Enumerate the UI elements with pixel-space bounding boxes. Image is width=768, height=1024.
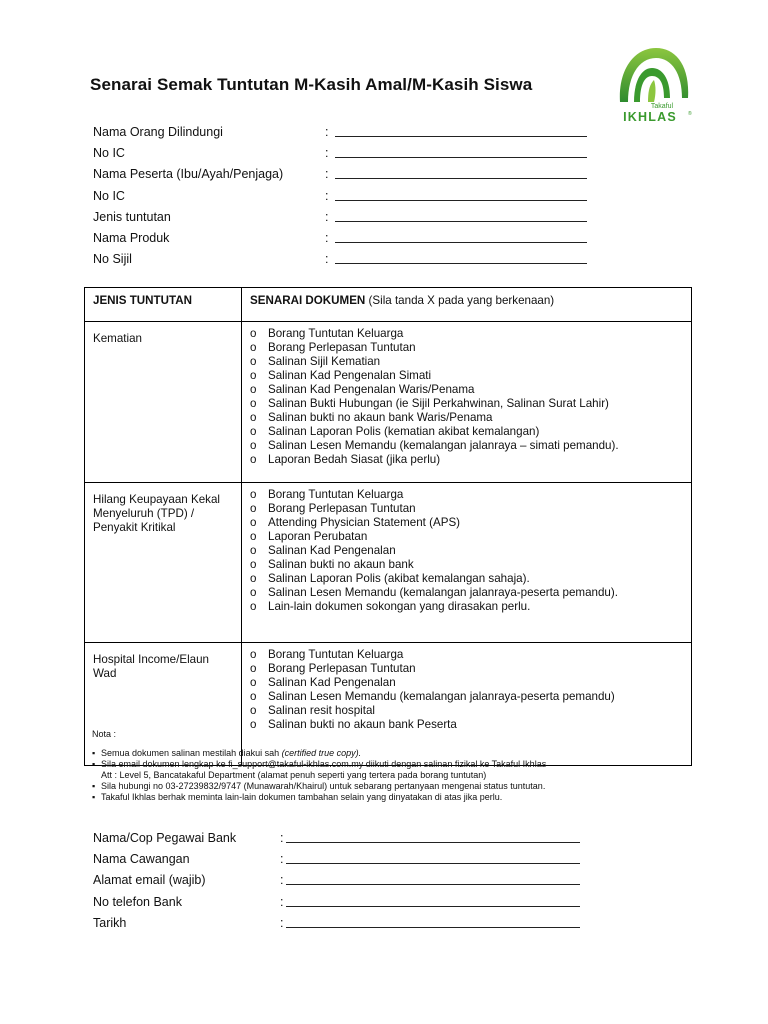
field-input-line[interactable] xyxy=(335,136,587,137)
logo-small-text: Takaful xyxy=(650,103,674,110)
note-bullet: ▪ xyxy=(92,781,96,791)
documents-cell xyxy=(242,322,692,483)
checkbox-circle: o xyxy=(250,453,257,466)
field-row xyxy=(93,872,613,893)
checkbox-circle: o xyxy=(250,397,257,410)
field-row xyxy=(93,230,613,251)
checkbox-circle: o xyxy=(250,439,257,452)
checkbox-circle: o xyxy=(250,530,257,543)
checkbox-circle: o xyxy=(250,690,257,703)
field-input-line[interactable] xyxy=(335,157,587,158)
checklist-item[interactable]: o Borang Tuntutan Keluarga xyxy=(250,488,404,501)
checklist-item[interactable]: o Salinan Bukti Hubungan (ie Sijil Perkahwinan, Salinan Surat Lahir) xyxy=(250,397,609,410)
checklist-item[interactable]: o Borang Tuntutan Keluarga xyxy=(250,648,404,661)
column-header-claim-type: JENIS TUNTUTAN xyxy=(85,288,242,322)
field-label: Tarikh xyxy=(93,915,127,930)
checklist-item[interactable]: o Laporan Bedah Siasat (jika perlu) xyxy=(250,453,441,466)
field-colon: : xyxy=(325,167,329,182)
field-label: Jenis tuntutan xyxy=(93,209,171,224)
claim-type-cell: Hospital Income/Elaun Wad xyxy=(85,643,242,766)
checkbox-circle: o xyxy=(250,676,257,689)
field-input-line[interactable] xyxy=(286,863,580,864)
notes-section xyxy=(92,729,662,803)
note-item: ▪ Sila hubungi no 03-27239832/9747 (Munawarah/Khairul) untuk sebarang pertanyaan mengenai status tuntutan. xyxy=(92,781,546,791)
field-colon: : xyxy=(325,209,329,224)
participant-fields xyxy=(93,124,613,272)
checkbox-circle: o xyxy=(250,488,257,501)
field-label: No telefon Bank xyxy=(93,894,182,909)
field-label: No IC xyxy=(93,146,125,161)
field-input-line[interactable] xyxy=(335,221,587,222)
field-colon: : xyxy=(325,188,329,203)
field-label: Nama/Cop Pegawai Bank xyxy=(93,831,237,845)
field-colon: : xyxy=(280,915,284,930)
logo-registered-mark: ® xyxy=(688,111,692,117)
field-input-line[interactable] xyxy=(286,927,580,928)
checklist-item[interactable]: o Borang Tuntutan Keluarga xyxy=(250,327,404,340)
column-header-documents: SENARAI DOKUMEN (Sila tanda X pada yang berkenaan) xyxy=(242,288,692,322)
checklist-item[interactable]: o Salinan bukti no akaun bank xyxy=(250,558,414,571)
checkbox-circle: o xyxy=(250,341,257,354)
field-label: No IC xyxy=(93,188,125,203)
checklist-item[interactable]: o Salinan Lesen Memandu (kemalangan jalanraya-peserta pemandu) xyxy=(250,690,615,703)
field-row xyxy=(93,851,613,872)
checkbox-circle: o xyxy=(250,327,257,340)
logo-leaf xyxy=(648,80,656,102)
checklist-item[interactable]: o Attending Physician Statement (APS) xyxy=(250,516,461,529)
note-bullet: ▪ xyxy=(92,792,96,802)
field-row xyxy=(93,188,613,209)
checkbox-circle: o xyxy=(250,383,257,396)
checklist-item[interactable]: o Borang Perlepasan Tuntutan xyxy=(250,502,416,515)
field-row xyxy=(93,894,613,915)
checklist-item[interactable]: o Salinan Kad Pengenalan Waris/Penama xyxy=(250,383,475,396)
checklist-item[interactable]: o Borang Perlepasan Tuntutan xyxy=(250,662,416,675)
note-item: ▪ Takaful Ikhlas berhak meminta lain-lain dokumen tambahan selain yang dinyatakan di atas jika perlu. xyxy=(92,792,503,802)
field-row xyxy=(93,166,613,187)
field-label: Nama Produk xyxy=(93,230,170,245)
checkbox-circle: o xyxy=(250,662,257,675)
field-colon: : xyxy=(325,230,329,245)
field-input-line[interactable] xyxy=(335,263,587,264)
checkbox-circle: o xyxy=(250,544,257,557)
field-colon: : xyxy=(325,146,329,161)
field-row xyxy=(93,145,613,166)
field-input-line[interactable] xyxy=(335,200,587,201)
checklist-item[interactable]: o Salinan Lesen Memandu (kemalangan jalanraya – simati pemandu). xyxy=(250,439,619,452)
field-colon: : xyxy=(280,873,284,888)
field-row xyxy=(93,915,613,936)
checklist-item[interactable]: o Salinan Kad Pengenalan xyxy=(250,676,396,689)
checklist-item[interactable]: o Salinan resit hospital xyxy=(250,704,375,717)
field-colon: : xyxy=(280,894,284,909)
checklist-item[interactable]: o Salinan bukti no akaun bank Peserta xyxy=(250,718,457,731)
document-checklist-table xyxy=(84,287,692,766)
checkbox-circle: o xyxy=(250,704,257,717)
checkbox-circle: o xyxy=(250,648,257,661)
checkbox-circle: o xyxy=(250,558,257,571)
checklist-item[interactable]: o Laporan Perubatan xyxy=(250,530,368,543)
documents-cell xyxy=(242,483,692,643)
bank-officer-fields xyxy=(93,830,613,936)
field-label: Nama Orang Dilindungi xyxy=(93,125,223,139)
note-bullet: ▪ xyxy=(92,759,96,769)
field-input-line[interactable] xyxy=(286,906,580,907)
logo-brand-text: IKHLAS xyxy=(623,110,677,124)
field-input-line[interactable] xyxy=(335,178,587,179)
checkbox-circle: o xyxy=(250,502,257,515)
checklist-item[interactable]: o Salinan bukti no akaun bank Waris/Penama xyxy=(250,411,493,424)
field-label: Alamat email (wajib) xyxy=(93,873,206,888)
field-label: Nama Peserta (Ibu/Ayah/Penjaga) xyxy=(93,167,284,182)
field-colon: : xyxy=(325,125,329,139)
note-item: ▪ Semua dokumen salinan mestilah diakui sah (certified true copy). xyxy=(92,748,362,758)
note-bullet: ▪ xyxy=(92,748,96,758)
checklist-item[interactable]: o Lain-lain dokumen sokongan yang dirasakan perlu. xyxy=(250,600,531,613)
table-row xyxy=(85,483,692,643)
checkbox-circle: o xyxy=(250,369,257,382)
checklist-item[interactable]: o Salinan Kad Pengenalan xyxy=(250,544,396,557)
checkbox-circle: o xyxy=(250,516,257,529)
checkbox-circle: o xyxy=(250,718,257,731)
checklist-item[interactable]: o Salinan Laporan Polis (akibat kemalangan sahaja). xyxy=(250,572,530,585)
checkbox-circle: o xyxy=(250,411,257,424)
page-title: Senarai Semak Tuntutan M-Kasih Amal/M-Kasih Siswa xyxy=(90,75,533,94)
field-label: Nama Cawangan xyxy=(93,852,190,867)
checklist-item[interactable]: o Borang Perlepasan Tuntutan xyxy=(250,341,416,354)
checklist-item[interactable]: o Salinan Laporan Polis (kematian akibat kemalangan) xyxy=(250,425,540,438)
checkbox-circle: o xyxy=(250,586,257,599)
table-header-row xyxy=(85,288,692,322)
field-colon: : xyxy=(280,852,284,867)
checklist-item[interactable]: o Salinan Lesen Memandu (kemalangan jalanraya-peserta pemandu). xyxy=(250,586,618,599)
field-row xyxy=(93,209,613,230)
field-label: No Sijil xyxy=(93,252,132,267)
checkbox-circle: o xyxy=(250,600,257,613)
field-colon: : xyxy=(280,831,284,845)
claim-type-cell: Hilang Keupayaan Kekal Menyeluruh (TPD) / Penyakit Kritikal xyxy=(85,483,242,643)
notes-title: Nota : xyxy=(92,729,117,739)
checkbox-circle: o xyxy=(250,425,257,438)
field-input-line[interactable] xyxy=(286,884,580,885)
field-row xyxy=(93,251,613,272)
note-item: ▪ Sila email dokumen lengkap ke fi_support@takaful-ikhlas.com.my diikuti dengan salinan fizikal ke Takaful Ikhlas Att : Level 5, Bancatakaful Department (alamat penuh seperti yang tertera pada borang tuntutan) xyxy=(92,759,547,780)
field-colon: : xyxy=(325,252,329,267)
field-input-line[interactable] xyxy=(286,842,580,843)
checklist-item[interactable]: o Salinan Kad Pengenalan Simati xyxy=(250,369,432,382)
table-row xyxy=(85,322,692,483)
checkbox-circle: o xyxy=(250,355,257,368)
field-row xyxy=(93,830,613,851)
field-input-line[interactable] xyxy=(335,242,587,243)
claim-type-cell: Kematian xyxy=(85,322,242,483)
field-row xyxy=(93,124,613,145)
checklist-item[interactable]: o Salinan Sijil Kematian xyxy=(250,355,381,368)
checkbox-circle: o xyxy=(250,572,257,585)
takaful-ikhlas-logo xyxy=(612,44,694,128)
